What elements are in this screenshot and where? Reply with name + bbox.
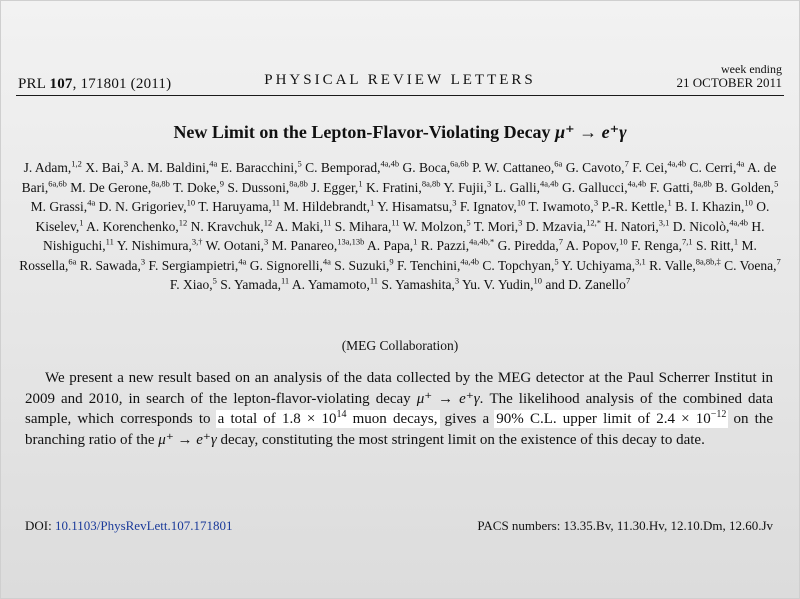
author: H. Natori,$^{3,1}$ <box>604 217 670 234</box>
author-affiliation: 1 <box>667 197 672 208</box>
author-affiliation: 4a,4b <box>627 178 647 188</box>
author: L. Galli,$^{4a,4b}$ <box>494 178 559 195</box>
author: R. Sawada,$^3$ <box>79 256 146 273</box>
doi <box>25 518 233 534</box>
author: F. Cei,$^{4a,4b}$ <box>632 158 687 175</box>
author-affiliation: 11 <box>281 275 290 286</box>
header-divider <box>16 95 784 96</box>
author: P. W. Cattaneo,$^{6a}$ <box>472 158 563 175</box>
author: W. Ootani,$^3$ <box>205 236 269 253</box>
author-affiliation: 4a,4b <box>667 158 687 169</box>
author: W. Molzon,$^5$ <box>402 217 471 234</box>
author-affiliation: 4a <box>209 158 218 169</box>
author: A. Maki,$^{11}$ <box>274 217 332 234</box>
author-affiliation: 4a <box>736 158 745 169</box>
author-affiliation: 10 <box>516 197 526 208</box>
author: G. Signorelli,$^{4a}$ <box>249 256 331 273</box>
author-affiliation: 1,2 <box>71 158 82 169</box>
author: Y. Hisamatsu,$^3$ <box>377 197 457 214</box>
author: T. Doke,$^9$ <box>173 178 224 195</box>
author-affiliation: 5 <box>297 158 302 169</box>
author-affiliation: 4a <box>87 197 96 208</box>
author-affiliation: 5 <box>554 256 559 266</box>
author: M. De Gerone,$^{8a,8b}$ <box>70 178 170 195</box>
author: A. Yamamoto,$^{11}$ <box>291 275 379 292</box>
author: F. Tenchini,$^{4a,4b}$ <box>397 256 480 273</box>
article-number-year: , 171801 (2011) <box>72 76 172 92</box>
author: S. Ritt,$^1$ <box>696 236 739 253</box>
author: Y. Uchiyama,$^{3,1}$ <box>561 256 646 273</box>
author-affiliation: 4a,4b <box>380 158 400 169</box>
author-affiliation: 8a,8b <box>289 178 308 188</box>
author-affiliation: 7 <box>776 256 781 266</box>
author: J. Egger,$^1$ <box>311 178 363 195</box>
author-affiliation: 4a <box>322 256 331 266</box>
author-affiliation: 10 <box>533 275 542 286</box>
abstract-text: . The likelihood analysis of the combined data sample, which corresponds to <box>25 390 773 427</box>
doi-link[interactable]: 10.1103/PhysRevLett.107.171801 <box>54 518 233 533</box>
author-affiliation: 3,1 <box>658 217 670 227</box>
author-affiliation: 3 <box>123 158 129 169</box>
abstract-text: We present a new result based on an analysis of the data collected by the MEG detector at the Paul Scherrer Institut in 2009 and 2010, in search of the lepton-flavor-violating decay <box>25 370 773 407</box>
author: and D. Zanello$^7$ <box>545 275 631 292</box>
author: Y. Fujii,$^3$ <box>443 178 492 195</box>
author-affiliation: 3,1 <box>635 256 646 266</box>
author: S. Yamada,$^{11}$ <box>220 275 290 292</box>
author-affiliation: 4a,4b <box>729 217 749 227</box>
author: R. Valle,$^{8a,8b,\ddagger}$ <box>649 256 721 273</box>
author: H. Nishiguchi,$^{11}$ <box>43 218 765 253</box>
author-affiliation: 5 <box>212 275 217 286</box>
pacs-numbers: PACS numbers: 13.35.Bv, 11.30.Hv, 12.10.Dm, 12.60.Jv <box>477 518 773 533</box>
author: N. Kravchuk,$^{12}$ <box>190 217 273 234</box>
author: T. Mori,$^3$ <box>473 217 523 234</box>
author-affiliation: 11 <box>391 217 400 227</box>
author: G. Cavoto,$^7$ <box>565 158 629 175</box>
author: A. Korenchenko,$^{12}$ <box>86 217 188 234</box>
author-affiliation: 11 <box>105 236 114 247</box>
author: C. Topchyan,$^5$ <box>482 256 559 273</box>
author-affiliation: 9 <box>219 178 224 188</box>
author: B. I. Khazin,$^{10}$ <box>675 197 753 214</box>
author: F. Renga,$^{7,1}$ <box>630 236 693 253</box>
author-list <box>14 158 786 295</box>
author-affiliation: 8a,8b <box>693 178 712 188</box>
author: B. Golden,$^5$ <box>715 178 779 195</box>
author: M. Grassi,$^{4a}$ <box>30 197 96 214</box>
author: G. Piredda,$^7$ <box>497 236 563 253</box>
author: G. Gallucci,$^{4a,4b}$ <box>562 178 647 195</box>
author: D. Mzavia,$^{12,*}$ <box>525 217 601 234</box>
author-affiliation: 10 <box>186 197 196 208</box>
author: J. Adam,$^{1,2}$ <box>23 158 82 175</box>
author: Yu. V. Yudin,$^{10}$ <box>462 275 542 292</box>
author: X. Bai,$^3$ <box>85 158 129 175</box>
author-affiliation: 11 <box>271 197 280 208</box>
paper-title-text: New Limit on the Lepton-Flavor-Violating Decay <box>173 122 556 142</box>
author: S. Dussoni,$^{8a,8b}$ <box>227 178 308 195</box>
author: F. Gatti,$^{8a,8b}$ <box>649 178 712 195</box>
paper-title <box>0 122 800 143</box>
abstract <box>25 368 773 450</box>
author: C. Bemporad,$^{4a,4b}$ <box>305 158 400 175</box>
author-affiliation: 10 <box>744 197 753 208</box>
author: R. Pazzi,$^{4a,4b,*}$ <box>420 236 495 253</box>
author: Y. Nishimura,$^{3,\dagger}$ <box>116 236 203 253</box>
author-affiliation: 4a,4b <box>540 178 559 188</box>
author-affiliation: 8a,8b,‡ <box>695 256 721 266</box>
week-ending-date: 21 OCTOBER 2011 <box>676 75 782 90</box>
author-affiliation: 8a,8b <box>421 178 441 188</box>
week-ending <box>677 63 782 89</box>
journal-abbrev: PRL <box>18 76 50 92</box>
author-affiliation: 4a,4b,* <box>469 236 495 247</box>
author: T. Haruyama,$^{11}$ <box>198 197 280 214</box>
author-affiliation: 4a <box>238 256 247 266</box>
author-affiliation: 1 <box>413 236 418 247</box>
author-affiliation: 5 <box>774 178 779 188</box>
author: S. Suzuki,$^9$ <box>334 256 394 273</box>
author-affiliation: 1 <box>358 178 363 188</box>
author-affiliation: 11 <box>369 275 379 286</box>
author-affiliation: 7 <box>625 275 631 286</box>
highlight-muon-decays: a total of $1.8 \times 10^{14}$ muon decays, <box>217 409 438 427</box>
week-ending-label: week ending <box>721 62 782 76</box>
author-affiliation: 1 <box>733 236 739 247</box>
author: A. de Bari,$^{6a,6b}$ <box>21 160 777 195</box>
highlight-upper-limit: 90% C.L. upper limit of $2.4 \times 10^{-12}$ <box>496 409 727 427</box>
author-affiliation: 12 <box>178 217 188 227</box>
paper-title-decay: μ⁺ → e⁺γ <box>555 122 627 142</box>
abstract-text: on the branching ratio of the <box>25 411 774 448</box>
author-affiliation: 3,† <box>191 236 203 247</box>
author-affiliation: 12,* <box>586 217 601 227</box>
author-affiliation: 3 <box>264 236 269 247</box>
author-affiliation: 10 <box>619 236 628 247</box>
abstract-text: decay, constituting the most stringent limit on the existence of this decay to date. <box>216 431 705 448</box>
author: A. M. Baldini,$^{4a}$ <box>130 158 218 175</box>
author: C. Cerri,$^{4a}$ <box>689 158 745 175</box>
author-affiliation: 5 <box>466 217 471 227</box>
author-affiliation: 4a,4b <box>460 256 480 266</box>
author: F. Sergiampietri,$^{4a}$ <box>148 256 247 273</box>
author-affiliation: 11 <box>323 217 332 227</box>
collaboration-name: (MEG Collaboration) <box>341 338 459 353</box>
author: G. Boca,$^{6a,6b}$ <box>402 158 469 175</box>
author: D. N. Grigoriev,$^{10}$ <box>98 197 196 214</box>
author-affiliation: 3 <box>593 197 599 208</box>
author-affiliation: 6a,6b <box>450 158 469 169</box>
decay-formula: μ⁺ → e⁺γ <box>416 390 480 407</box>
author-affiliation: 7 <box>558 236 563 247</box>
author-affiliation: 7,1 <box>682 236 693 247</box>
author: T. Iwamoto,$^3$ <box>528 197 599 214</box>
author-affiliation: 9 <box>389 256 394 266</box>
author: M. Rossella,$^{6a}$ <box>19 238 757 273</box>
author: E. Baracchini,$^5$ <box>220 158 302 175</box>
author-affiliation: 13a,13b <box>337 236 365 247</box>
author-affiliation: 1 <box>370 197 375 208</box>
author: D. Nicolò,$^{4a,4b}$ <box>672 217 749 234</box>
author: P.-R. Kettle,$^1$ <box>601 197 672 214</box>
doi-label: DOI: <box>25 518 55 533</box>
author: M. Hildebrandt,$^1$ <box>283 197 375 214</box>
author: S. Yamashita,$^3$ <box>381 275 460 292</box>
abstract-text: gives a <box>438 411 496 427</box>
author: F. Ignatov,$^{10}$ <box>459 197 526 214</box>
author: O. Kiselev,$^1$ <box>35 199 770 234</box>
author: S. Mihara,$^{11}$ <box>334 217 400 234</box>
journal-volume: 107 <box>49 76 73 92</box>
author-affiliation: 3 <box>452 197 457 208</box>
author-affiliation: 8a,8b <box>151 178 170 188</box>
author-affiliation: 3 <box>140 256 146 266</box>
author-affiliation: 3 <box>487 178 492 188</box>
author: K. Fratini,$^{8a,8b}$ <box>365 178 441 195</box>
author: M. Panareo,$^{13a,13b}$ <box>271 236 365 253</box>
author-affiliation: 12 <box>263 217 273 227</box>
author: C. Voena,$^7$ <box>724 256 781 273</box>
author-affiliation: 7 <box>624 158 629 169</box>
decay-formula: μ⁺ → e⁺γ <box>158 431 217 448</box>
author-affiliation: 1 <box>79 217 84 227</box>
journal-name: PHYSICAL REVIEW LETTERS <box>264 72 536 88</box>
author-affiliation: 6a <box>554 158 563 169</box>
author-affiliation: 6a <box>68 256 77 266</box>
author-affiliation: 3 <box>454 275 460 286</box>
author-affiliation: 3 <box>518 217 523 227</box>
author: F. Xiao,$^5$ <box>169 275 217 292</box>
author-affiliation: 6a,6b <box>48 178 67 188</box>
author: A. Popov,$^{10}$ <box>565 236 628 253</box>
author: A. Papa,$^1$ <box>367 236 418 253</box>
